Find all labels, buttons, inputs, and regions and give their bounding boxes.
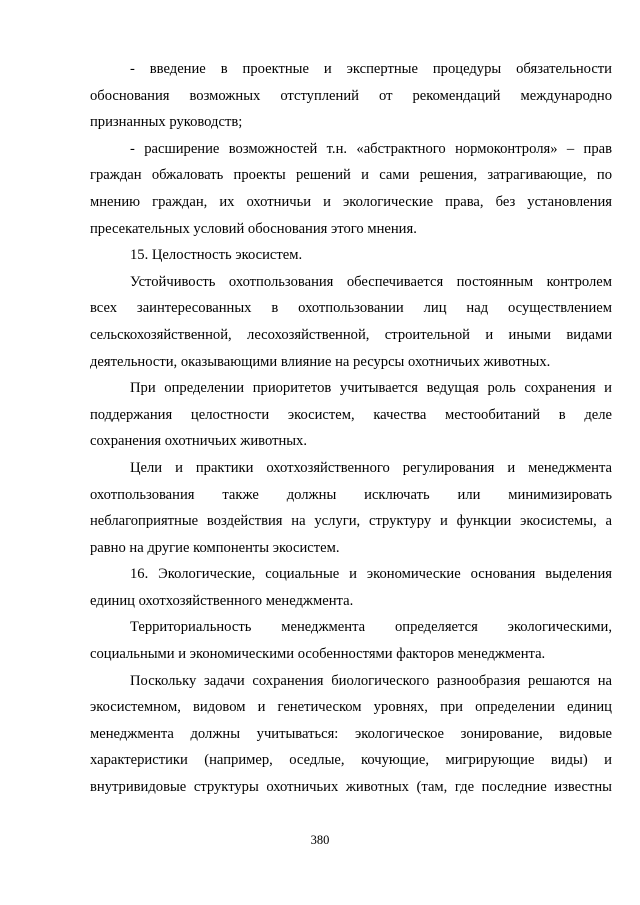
text-line: признанных руководств; (90, 114, 243, 131)
text-line: Цели и практики охотхозяйственного регулирования и менеджмента (130, 459, 612, 476)
text-line: - введение в проектные и экспертные процедуры обязательности (130, 61, 612, 77)
text-line: характеристики (например, оседлые, кочующие, мигрирующие виды) и (90, 752, 612, 769)
section-heading: 16. Экологические, социальные и экономические основания выделения (130, 566, 612, 583)
text-line: внутривидовые структуры охотничьих животных (там, где последние известны (90, 779, 612, 796)
text-line: обоснования возможных отступлений от рекомендаций международно (90, 87, 612, 104)
page-number: 380 (310, 833, 330, 847)
text-line: При определении приоритетов учитывается ведущая роль сохранения и (130, 380, 612, 397)
text-line: всех заинтересованных в охотпользовании лиц над осуществлением (90, 300, 612, 317)
section-heading: 15. Целостность экосистем. (130, 247, 303, 264)
text-line: поддержания целостности экосистем, качества местообитаний в деле (90, 406, 612, 423)
section-heading: единиц охотхозяйственного менеджмента. (90, 592, 354, 609)
text-line: равно на другие компоненты экосистем. (90, 539, 340, 556)
text-line: мнению граждан, их охотничьи и экологические права, без установления (90, 193, 612, 210)
text-line: Устойчивость охотпользования обеспечивается постоянным контролем (130, 273, 612, 290)
text-line: неблагоприятные воздействия на услуги, структуру и функции экосистемы, а (90, 513, 612, 530)
text-line: менеджмента должны учитываться: экологическое зонирование, видовые (90, 725, 612, 742)
text-line: сельскохозяйственной, лесохозяйственной, строительной и иными видами (90, 326, 612, 343)
text-line: охотпользования также должны исключать или минимизировать (90, 486, 612, 503)
text-line: Поскольку задачи сохранения биологического разнообразия решаются на (130, 672, 612, 689)
body-text (90, 56, 612, 801)
text-line: сохранения охотничьих животных. (90, 433, 308, 450)
text-line: - расширение возможностей т.н. «абстрактного нормоконтроля» – прав (130, 140, 612, 157)
text-line: пресекательных условий обоснования этого мнения. (90, 220, 417, 237)
text-line: социальными и экономическими особенностями факторов менеджмента. (90, 646, 546, 663)
text-line: граждан обжаловать проекты решений и сами решения, затрагивающие, по (90, 167, 612, 184)
text-line: Территориальность менеджмента определяется экологическими, (130, 619, 612, 636)
text-line: экосистемном, видовом и генетическом уровнях, при определении единиц (90, 699, 612, 716)
text-line: деятельности, оказывающими влияние на ресурсы охотничьих животных. (90, 353, 551, 370)
